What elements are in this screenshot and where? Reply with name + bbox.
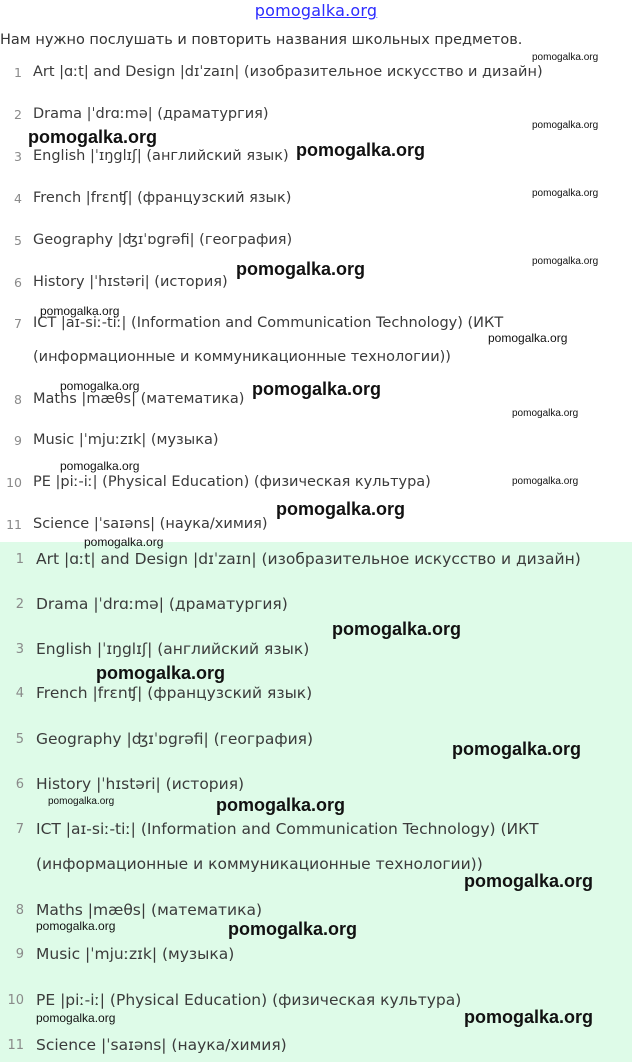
watermark: pomogalka.org	[36, 919, 116, 933]
item-text: ICT |aɪ-siː-tiː| (Information and Communication Technology) (ИКТ	[36, 820, 539, 838]
item-number: 10	[6, 475, 22, 490]
item-number: 4	[14, 191, 22, 206]
watermark: pomogalka.org	[296, 140, 426, 160]
item-text: French |frɛnʧ| (французский язык)	[33, 190, 292, 206]
watermark: pomogalka.org	[60, 459, 140, 473]
watermark: pomogalka.org	[40, 304, 120, 318]
item-number: 8	[15, 903, 24, 918]
watermark: pomogalka.org	[228, 919, 358, 939]
watermark: pomogalka.org	[452, 739, 582, 759]
item-text: Geography |ʤɪˈɒgrəfi| (география)	[33, 232, 293, 248]
item-number: 7	[15, 822, 24, 837]
item-number: 4	[15, 686, 24, 701]
watermark: pomogalka.org	[464, 871, 594, 891]
watermark: pomogalka.org	[512, 408, 579, 419]
watermark: pomogalka.org	[512, 476, 579, 487]
item-number: 1	[15, 552, 24, 567]
item-text: Geography |ʤɪˈɒgrəfi| (география)	[36, 730, 314, 748]
watermark: pomogalka.org	[84, 535, 164, 549]
watermark: pomogalka.org	[276, 499, 406, 519]
watermark: pomogalka.org	[236, 259, 366, 279]
item-continuation: (информационные и коммуникационные технологии))	[33, 349, 451, 365]
item-text: Music |ˈmjuːzɪk| (музыка)	[36, 945, 235, 963]
item-number: 11	[7, 1038, 24, 1053]
watermark: pomogalka.org	[488, 331, 568, 345]
item-number: 11	[6, 517, 22, 532]
item-text: English |ˈɪŋglɪʃ| (английский язык)	[33, 148, 289, 164]
item-text: Art |ɑːt| and Design |dɪˈzaɪn| (изобразительное искусство и дизайн)	[36, 550, 581, 568]
item-text: PE |piː-iː| (Physical Education) (физическая культура)	[36, 991, 462, 1009]
watermark: pomogalka.org	[464, 1007, 594, 1027]
item-number: 6	[14, 275, 22, 290]
watermark: pomogalka.org	[532, 256, 599, 267]
item-number: 9	[14, 433, 22, 448]
item-text: Drama |ˈdrɑːmə| (драматургия)	[36, 595, 288, 613]
item-number: 9	[15, 947, 24, 962]
item-number: 1	[14, 65, 22, 80]
item-text: Maths |mæθs| (математика)	[36, 901, 263, 919]
watermark: pomogalka.org	[332, 619, 462, 639]
item-number: 5	[14, 233, 22, 248]
item-text: PE |piː-iː| (Physical Education) (физическая культура)	[33, 474, 431, 490]
item-number: 2	[15, 597, 24, 612]
watermark: pomogalka.org	[48, 796, 115, 807]
item-text: Art |ɑːt| and Design |dɪˈzaɪn| (изобразительное искусство и дизайн)	[33, 64, 543, 80]
item-text: History |ˈhɪstəri| (история)	[33, 274, 228, 290]
watermark: pomogalka.org	[60, 379, 140, 393]
item-number: 10	[7, 993, 24, 1008]
item-text: Drama |ˈdrɑːmə| (драматургия)	[33, 106, 269, 122]
item-text: Science |ˈsaɪəns| (наука/химия)	[33, 516, 268, 532]
item-number: 2	[14, 107, 22, 122]
item-continuation: (информационные и коммуникационные технологии))	[36, 855, 483, 873]
watermark: pomogalka.org	[96, 663, 226, 683]
item-text: French |frɛnʧ| (французский язык)	[36, 684, 313, 702]
watermark: pomogalka.org	[532, 120, 599, 131]
item-text: History |ˈhɪstəri| (история)	[36, 775, 245, 793]
watermark: pomogalka.org	[28, 127, 158, 147]
item-number: 5	[15, 732, 24, 747]
item-text: ICT |aɪ-siː-tiː| (Information and Communication Technology) (ИКТ	[33, 315, 504, 331]
watermark: pomogalka.org	[532, 188, 599, 199]
site-header-link[interactable]: pomogalka.org	[254, 1, 378, 20]
item-number: 7	[14, 316, 22, 331]
item-number: 3	[15, 642, 24, 657]
intro-text: Нам нужно послушать и повторить названия школьных предметов.	[0, 32, 523, 48]
item-text: Maths |mæθs| (математика)	[33, 391, 245, 407]
item-text: English |ˈɪŋglɪʃ| (английский язык)	[36, 640, 310, 658]
item-text: Music |ˈmjuːzɪk| (музыка)	[33, 432, 219, 448]
item-number: 8	[14, 392, 22, 407]
item-text: Science |ˈsaɪəns| (наука/химия)	[36, 1036, 287, 1054]
item-number: 3	[14, 149, 22, 164]
watermark: pomogalka.org	[532, 52, 599, 63]
watermark: pomogalka.org	[36, 1011, 116, 1025]
watermark: pomogalka.org	[216, 795, 346, 815]
item-number: 6	[15, 777, 24, 792]
watermark: pomogalka.org	[252, 379, 382, 399]
